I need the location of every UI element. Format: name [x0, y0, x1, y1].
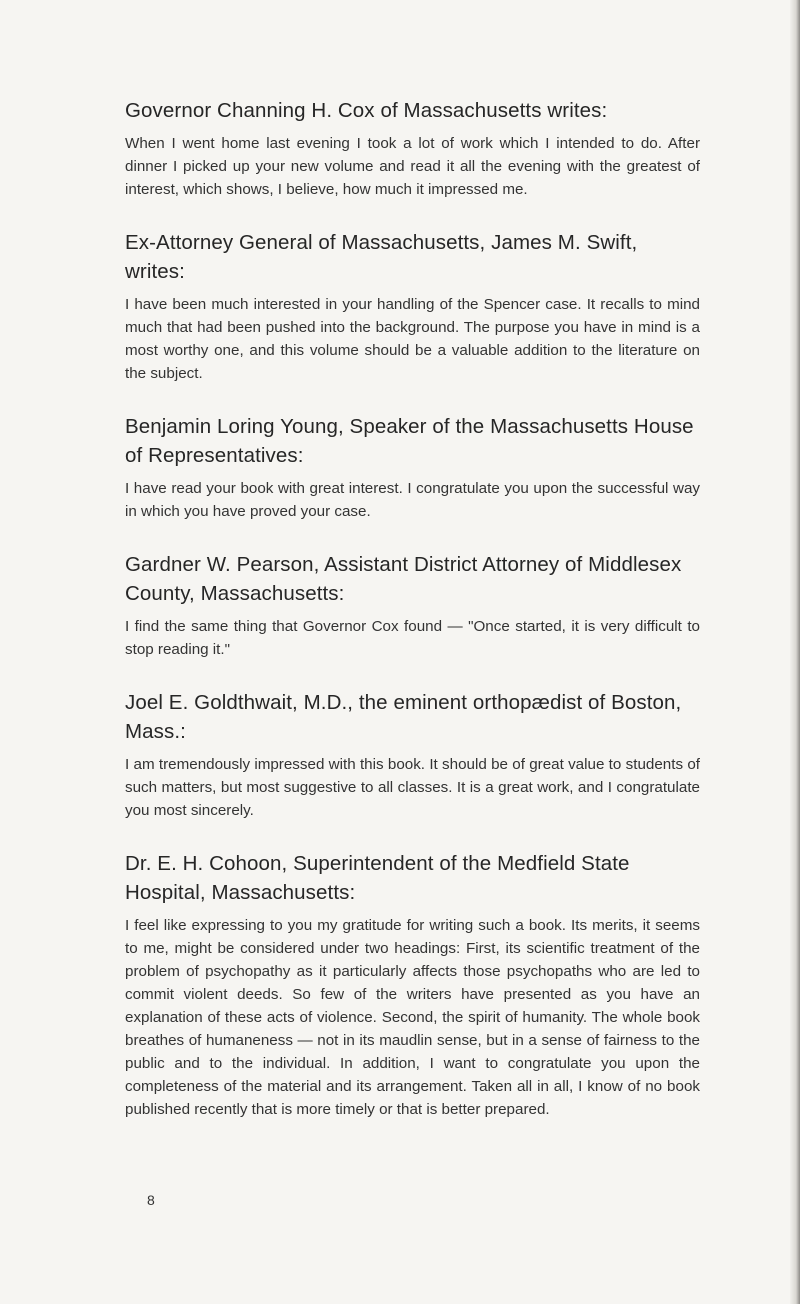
page-number: 8 — [147, 1192, 155, 1208]
testimonials-list — [125, 96, 700, 1148]
testimonial-text: When I went home last evening I took a lot of work which I intended to do. After dinner I picked up your new volume and read it all the evening with the greatest of interest, which shows, I believe, how much it impressed me. — [125, 135, 700, 198]
testimonial-governor-cox — [125, 96, 700, 201]
testimonial-text: I have read your book with great interest. I congratulate you upon the successful way in which you have proved your case. — [125, 480, 700, 520]
testimonial-text: I feel like expressing to you my gratitude for writing such a book. Its merits, it seems to me, might be considered under two headings: First, its scientific treatment of the problem of psychopathy as it particularly affects those psychopaths who are led to commit violent deeds. So few of the writers have presented as you have an explanation of these acts of violence. Second, the spirit of humanity. The whole book breathes of humaneness — not in its maudlin sense, but in a sense of fairness to the public and to the individual. In addition, I want to congratulate you upon the completeness of the material and its arrangement. Taken all in all, I know of no book published recently that is more timely or that is better prepared. — [125, 917, 700, 1118]
testimonial-heading: Ex-Attorney General of Massachusetts, James M. Swift, writes: — [125, 231, 638, 283]
testimonial-text: I am tremendously impressed with this book. It should be of great value to students of such matters, but most suggestive to all classes. It is a great work, and I congratulate you most sincerely. — [125, 756, 700, 819]
testimonial-heading: Dr. E. H. Cohoon, Superintendent of the Medfield State Hospital, Massachusetts: — [125, 852, 630, 904]
testimonial-eh-cohoon — [125, 849, 700, 1121]
testimonial-james-swift — [125, 228, 700, 385]
testimonial-text: I find the same thing that Governor Cox found — "Once started, it is very difficult to stop reading it." — [125, 618, 700, 658]
testimonial-gardner-pearson — [125, 550, 700, 661]
testimonial-joel-goldthwait — [125, 688, 700, 822]
testimonial-text: I have been much interested in your handling of the Spencer case. It recalls to mind much that had been pushed into the background. The purpose you have in mind is a most worthy one, and this volume should be a valuable addition to the literature on the subject. — [125, 296, 700, 382]
testimonial-benjamin-young — [125, 412, 700, 523]
testimonial-heading: Governor Channing H. Cox of Massachusetts writes: — [125, 99, 608, 122]
testimonial-heading: Benjamin Loring Young, Speaker of the Massachusetts House of Representatives: — [125, 415, 694, 467]
testimonial-heading: Gardner W. Pearson, Assistant District Attorney of Middlesex County, Massachusetts: — [125, 553, 682, 605]
testimonial-heading: Joel E. Goldthwait, M.D., the eminent orthopædist of Boston, Mass.: — [125, 691, 682, 743]
page-edge-shadow — [790, 0, 800, 1304]
